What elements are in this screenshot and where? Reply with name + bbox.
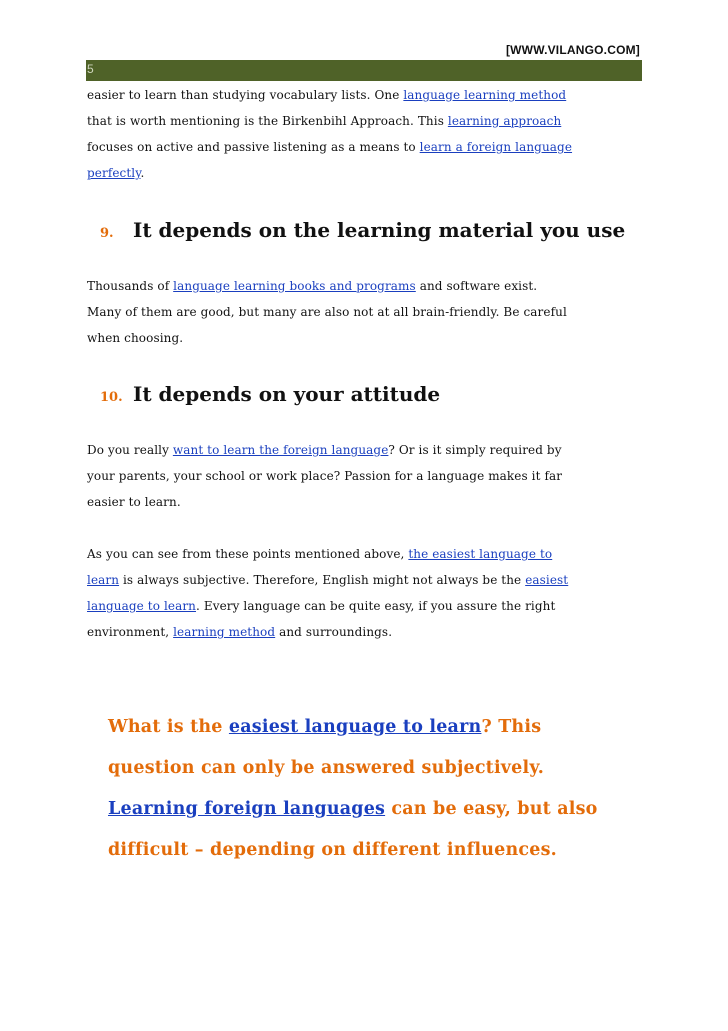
heading-text: It depends on the learning material you use	[133, 218, 626, 242]
text: your parents, your school or work place? Passion for a language makes it far	[87, 469, 563, 483]
paragraph-conclusion	[87, 541, 647, 645]
text: and software exist.	[415, 279, 538, 293]
text: As you can see from these points mentioned above,	[87, 547, 409, 561]
text: .	[140, 166, 145, 180]
text: focuses on active and passive listening as a means to	[87, 140, 420, 154]
text: Do you really	[87, 443, 173, 457]
heading-text: It depends on your attitude	[133, 382, 441, 406]
link-easiest-language-to[interactable]: the easiest language to	[408, 547, 553, 561]
section-heading-9	[87, 217, 647, 247]
heading-number: 9.	[100, 226, 114, 241]
link-learning-foreign-languages[interactable]: Learning foreign languages	[108, 799, 386, 819]
paragraph-attitude	[87, 437, 647, 515]
text: environment,	[87, 625, 174, 639]
paragraph-learning-material	[87, 273, 647, 351]
text: easier to learn than studying vocabulary lists. One	[87, 88, 404, 102]
section-heading-10	[87, 381, 647, 411]
page-number: 5	[87, 62, 94, 76]
text: ? Or is it simply required by	[388, 443, 562, 457]
text: . Every language can be quite easy, if you assure the right	[196, 599, 556, 613]
link-perfectly[interactable]: perfectly	[87, 166, 141, 180]
text: Thousands of	[87, 279, 174, 293]
link-learning-approach[interactable]: learning approach	[447, 114, 562, 128]
page-content	[87, 82, 647, 871]
link-want-to-learn-foreign-language[interactable]: want to learn the foreign language	[172, 443, 389, 457]
link-easiest[interactable]: easiest	[525, 573, 569, 587]
paragraph-birkenbihl	[87, 82, 647, 186]
site-url-header: [WWW.VILANGO.COM]	[505, 43, 640, 57]
text: difficult – depending on different influences.	[108, 840, 557, 860]
link-learn[interactable]: learn	[87, 573, 120, 587]
text: and surroundings.	[275, 625, 393, 639]
text: What is the	[108, 717, 229, 737]
text: when choosing.	[87, 331, 184, 345]
text: that is worth mentioning is the Birkenbihl Approach. This	[87, 114, 448, 128]
link-learning-method[interactable]: learning method	[173, 625, 276, 639]
heading-number: 10.	[100, 390, 123, 405]
link-language-learning-method[interactable]: language learning method	[403, 88, 567, 102]
link-language-to-learn[interactable]: language to learn	[87, 599, 197, 613]
text: Many of them are good, but many are also not at all brain-friendly. Be careful	[87, 305, 567, 319]
text: question can only be answered subjectively.	[108, 758, 545, 778]
text: easier to learn.	[87, 495, 181, 509]
text: can be easy, but also	[385, 799, 598, 819]
callout-summary	[87, 707, 647, 871]
link-learn-a-foreign-language[interactable]: learn a foreign language	[419, 140, 573, 154]
text: is always subjective. Therefore, English might not always be the	[119, 573, 526, 587]
link-easiest-language-to-learn[interactable]: easiest language to learn	[228, 717, 482, 737]
text: ? This	[481, 717, 542, 737]
header-bar	[86, 60, 642, 81]
link-language-learning-books[interactable]: language learning books and programs	[173, 279, 416, 293]
